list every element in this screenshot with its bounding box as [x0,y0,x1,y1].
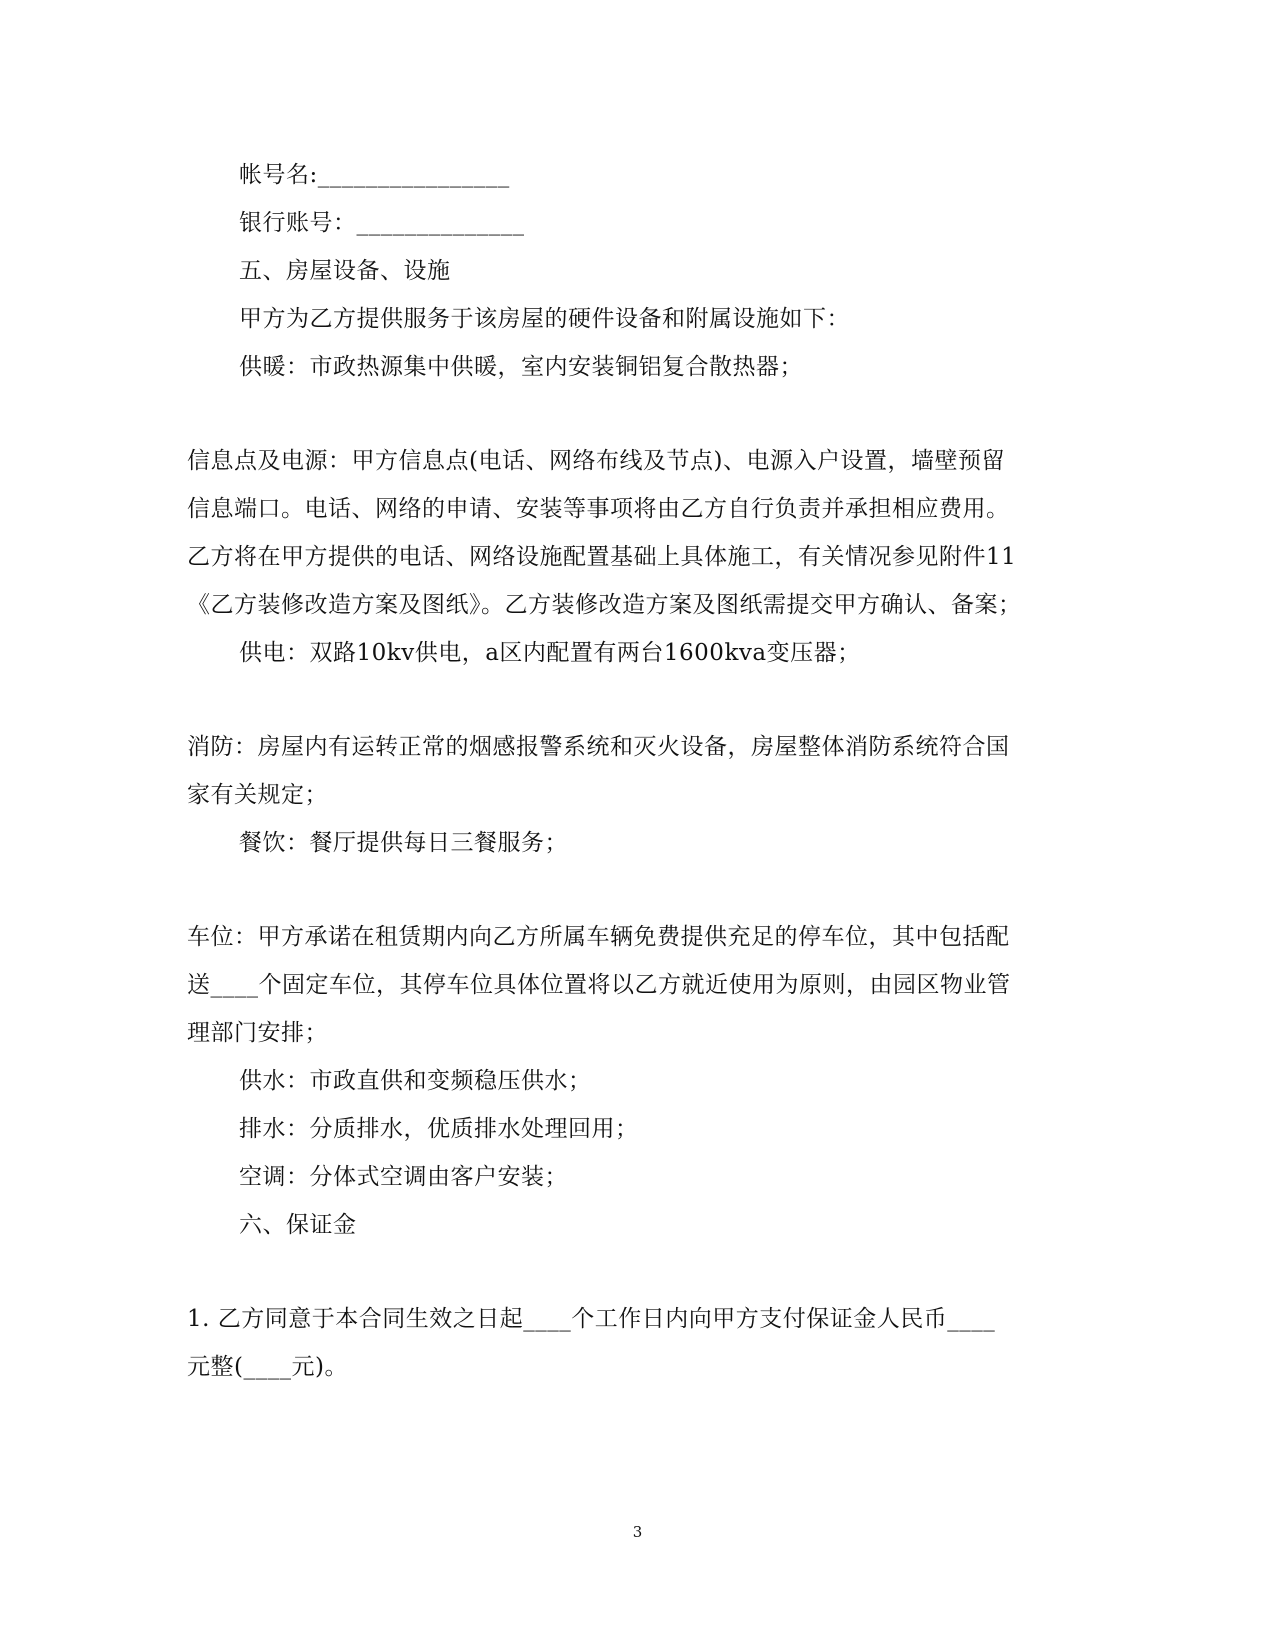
paragraph-line: 乙方将在甲方提供的电话、网络设施配置基础上具体施工，有关情况参见附件11 [187,544,1017,570]
paragraph-line: 供暖：市政热源集中供暖，室内安装铜铝复合散热器； [239,354,803,380]
paragraph-line: 车位：甲方承诺在租赁期内向乙方所属车辆免费提供充足的停车位，其中包括配 [187,924,1010,950]
paragraph-line: 理部门安排； [187,1020,328,1046]
paragraph-line: 《乙方装修改造方案及图纸》。乙方装修改造方案及图纸需提交甲方确认、备案； [187,592,1022,618]
paragraph-line: 信息点及电源：甲方信息点(电话、网络布线及节点)、电源入户设置，墙壁预留 [187,448,1005,474]
paragraph-line: 信息端口。电话、网络的申请、安装等事项将由乙方自行负责并承担相应费用。 [187,496,1010,522]
paragraph-line: 家有关规定； [187,782,328,808]
paragraph-line: 1. 乙方同意于本合同生效之日起____个工作日内向甲方支付保证金人民币____ [187,1306,996,1332]
paragraph-line: 空调：分体式空调由客户安装； [239,1164,568,1190]
paragraph-line: 供水：市政直供和变频稳压供水； [239,1068,592,1094]
bank-account-line: 银行账号：______________ [239,210,525,236]
paragraph-line: 供电：双路10kv供电，a区内配置有两台1600kva变压器； [239,640,861,666]
paragraph-line: 送____个固定车位，其停车位具体位置将以乙方就近使用为原则，由园区物业管 [187,972,1011,998]
section-heading-deposit: 六、保证金 [239,1212,357,1238]
paragraph-line: 餐饮：餐厅提供每日三餐服务； [239,830,568,856]
account-name-line: 帐号名:________________ [239,162,510,188]
paragraph-line: 甲方为乙方提供服务于该房屋的硬件设备和附属设施如下： [239,306,850,332]
paragraph-line: 元整(____元)。 [187,1354,348,1380]
section-heading-facilities: 五、房屋设备、设施 [239,258,451,284]
paragraph-line: 排水：分质排水，优质排水处理回用； [239,1116,639,1142]
paragraph-line: 消防：房屋内有运转正常的烟感报警系统和灭火设备，房屋整体消防系统符合国 [187,734,1010,760]
page-number: 3 [632,1523,643,1541]
